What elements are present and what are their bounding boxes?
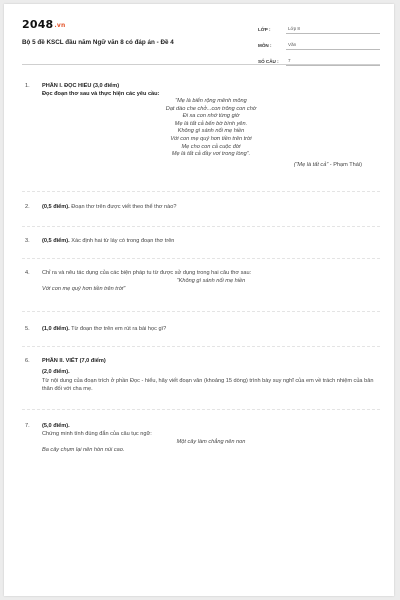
question-text: Chỉ ra và nêu tác dụng của các biện pháp tu từ được sử dụng trong hai câu thơ sau: <box>42 270 252 276</box>
section-heading-writing: PHẦN II. VIẾT (7,0 điểm) <box>42 358 106 364</box>
logo-number: 2048 <box>22 18 54 31</box>
question-number: 1. <box>25 83 30 89</box>
question-number: 6. <box>25 358 30 364</box>
site-logo[interactable] <box>22 18 65 31</box>
question-6 <box>22 357 380 393</box>
question-divider <box>22 258 380 259</box>
logo-suffix: .vn <box>54 22 66 29</box>
poem-excerpt <box>42 98 380 159</box>
meta-info <box>258 20 380 68</box>
section-heading-reading: PHẦN I. ĐỌC HIỂU (3,0 điểm) <box>42 83 120 89</box>
question-2 <box>22 203 380 211</box>
poem-line: Không gì sánh nổi mẹ hiền <box>177 128 245 135</box>
question-3 <box>22 237 380 245</box>
question-number: 3. <box>25 238 30 244</box>
question-divider <box>22 346 380 347</box>
question-text: Từ đoạn thơ trên em rút ra bài học gì? <box>69 326 167 332</box>
question-divider <box>22 191 380 192</box>
header-divider <box>22 64 380 65</box>
meta-row-class <box>258 20 380 34</box>
question-divider <box>22 311 380 312</box>
question-text: Từ nội dung của đoạn trích ở phần Đọc - hiểu, hãy viết đoạn văn (khoảng 15 dòng) trình bày suy nghĩ của em về trách nhiệm của bản thân đối với cha mẹ. <box>42 378 374 392</box>
question-divider <box>22 226 380 227</box>
poem-line: Mẹ là tất cả bến bờ bình yên. <box>174 120 248 127</box>
question-5 <box>22 325 380 333</box>
question-points: (0,5 điểm). <box>42 238 70 244</box>
document-title: Bộ 5 đề KSCL đầu năm Ngữ văn 8 có đáp án - Đề 4 <box>22 39 174 46</box>
meta-row-subject <box>258 36 380 50</box>
meta-value-class: Lớp 8 <box>286 26 380 34</box>
question-text: Đoạn thơ trên được viết theo thể thơ nào? <box>69 204 177 210</box>
meta-value-subject: Văn <box>286 42 380 50</box>
quoted-verse: “Không gì sánh nổi mẹ hiền <box>176 278 246 284</box>
question-number: 4. <box>25 270 30 276</box>
document-page <box>4 4 394 596</box>
proverb-line: Một cây làm chẳng nên non <box>176 439 246 445</box>
reading-instruction: Đọc đoạn thơ sau và thực hiện các yêu cầu: <box>42 91 160 97</box>
question-1 <box>22 82 380 169</box>
meta-label-class: LỚP : <box>258 27 271 32</box>
meta-value-count: 7 <box>286 58 380 66</box>
question-4 <box>22 269 380 293</box>
question-points: (5,0 điểm). <box>42 423 70 429</box>
question-7 <box>22 422 380 454</box>
meta-label-count: SỐ CÂU : <box>258 59 279 64</box>
poem-line: Dạt dào che chở...con trông con chờ <box>165 105 257 112</box>
proverb-line: Ba cây chụm lại nên hòn núi cao. <box>42 447 125 453</box>
meta-label-subject: MÔN : <box>258 43 272 48</box>
poem-line: Mẹ cho con cả cuộc đời <box>181 143 241 150</box>
question-points: (1,0 điểm). <box>42 326 70 332</box>
question-text: Xác định hai từ láy có trong đoạn thơ trên <box>69 238 175 244</box>
question-points: (0,5 điểm). <box>42 204 70 210</box>
poem-line: “Mẹ là biển rộng mênh mông <box>175 98 247 104</box>
poem-line: Mẹ là tất cả đầy vơi trong lòng”. <box>171 151 251 158</box>
question-number: 5. <box>25 326 30 332</box>
poem-title: (“Mẹ là tất cả” <box>293 161 329 168</box>
poem-line: Với con mẹ quý hơn tiền trên trời <box>170 135 252 142</box>
question-number: 2. <box>25 204 30 210</box>
question-number: 7. <box>25 423 30 429</box>
question-points: (2,0 điểm). <box>42 369 70 375</box>
quoted-verse: Với con mẹ quý hơn tiền trên trời” <box>42 286 126 292</box>
poem-line: Đi xa con nhớ từng giờ <box>182 113 240 120</box>
question-divider <box>22 409 380 410</box>
question-text: Chứng minh tính đúng đắn của câu tục ngữ: <box>42 431 152 437</box>
poem-author: - Phạm Thái) <box>328 161 362 168</box>
poem-attribution <box>22 161 380 169</box>
